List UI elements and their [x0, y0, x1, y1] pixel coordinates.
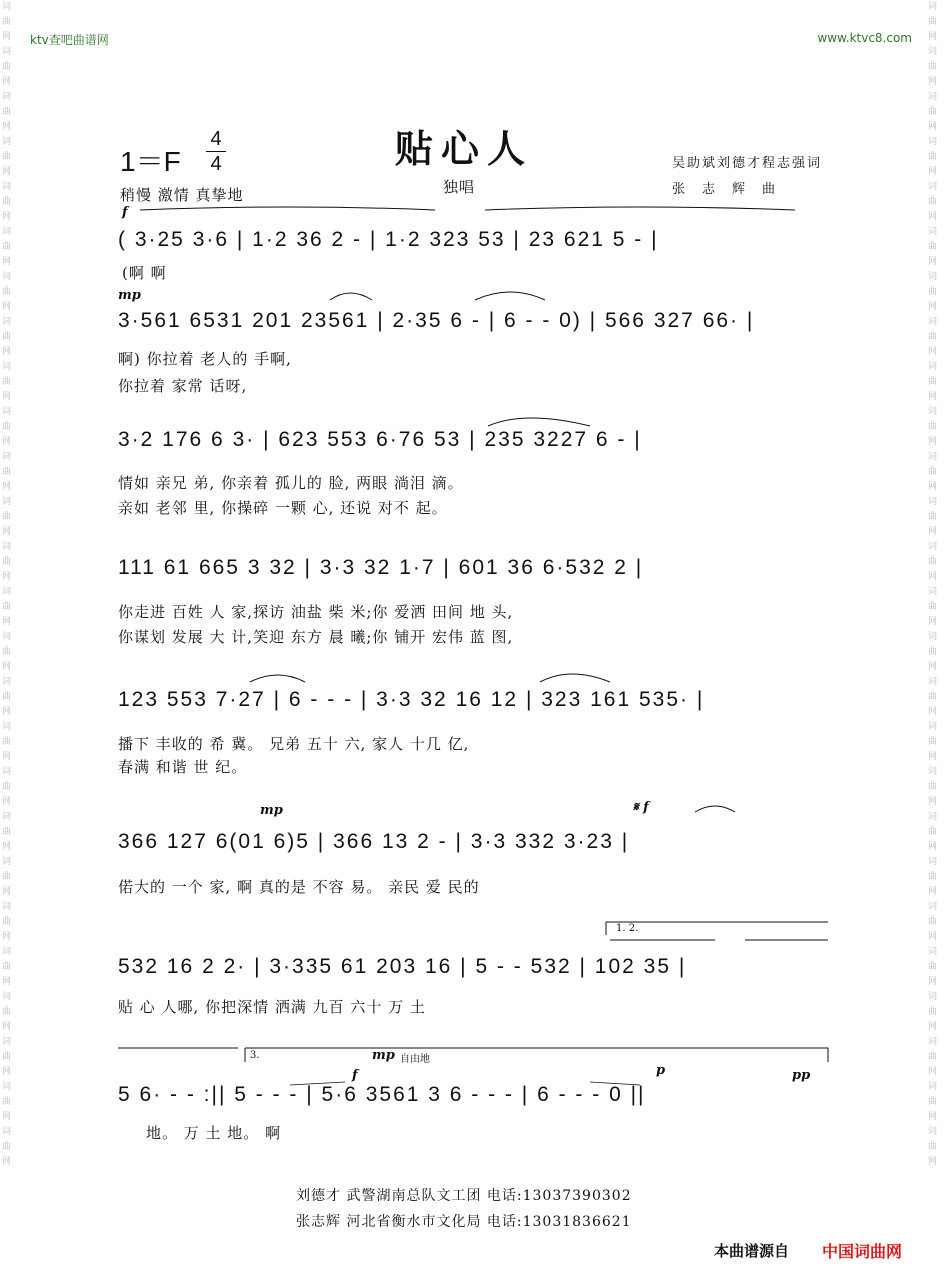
slur-4 [475, 292, 545, 300]
slur-1 [140, 207, 435, 210]
lyrics-line-3b: 亲如 老邻 里, 你操碎 一颗 心, 还说 对不 起。 [118, 499, 448, 517]
meter-bottom: 4 [210, 153, 222, 175]
lyricist-credit: 吴助斌刘德才程志强词 [672, 156, 823, 171]
dynamic-mark-1: f [122, 205, 128, 220]
notation-line-3: 3·2 176 6 3· | 623 553 6·76 53 | 235 3227 6 - | [118, 428, 642, 451]
contact-line-1: 刘德才 武警湖南总队文工团 电话:13037390302 [296, 1188, 632, 1204]
source-label: 本曲谱源自 [714, 1242, 790, 1260]
piano-mark: p [656, 1063, 666, 1078]
lyrics-line-2a: 啊) 你拉着 老人的 手啊, [118, 350, 292, 368]
right-watermark: 词曲网词曲网词曲网词曲网词曲网词曲网词曲网词曲网词曲网词曲网词曲网词曲网词曲网词曲网词曲网词曲网词曲网词曲网词曲网词曲网词曲网词曲网词曲网词曲网词曲网词曲网 [928, 2, 938, 1167]
volta3-line [245, 1048, 828, 1062]
slur-6 [540, 674, 610, 682]
right-site-label: www.ktvc8.com [817, 31, 912, 45]
composer-credit: 张 志 辉 曲 [672, 182, 778, 197]
lyrics-line-7a: 贴 心 人哪, 你把深情 洒满 九百 六十 万 土 [118, 998, 426, 1016]
lyrics-line-1a: (啊 啊 [122, 264, 167, 282]
left-site-label: ktv查吧曲谱网 [30, 33, 109, 47]
lyrics-line-6a: 偌大的 一个 家, 啊 真的是 不容 易。 亲民 爱 民的 [118, 878, 480, 896]
lyrics-line-5b: 春满 和谐 世 纪。 [118, 758, 248, 776]
segno-forte: f [643, 800, 649, 815]
lyrics-line-3a: 情如 亲兄 弟, 你亲着 孤儿的 脸, 两眼 淌泪 滴。 [118, 474, 464, 492]
song-title: 贴心人 [395, 126, 534, 171]
notation-line-1: ( 3·25 3·6 | 1·2 36 2 - | 1·2 323 53 | 23 621 5 - | [118, 228, 659, 251]
lyrics-line-2b: 你拉着 家常 话呀, [118, 377, 248, 395]
left-watermark: 词曲网词曲网词曲网词曲网词曲网词曲网词曲网词曲网词曲网词曲网词曲网词曲网词曲网词曲网词曲网词曲网词曲网词曲网词曲网词曲网词曲网词曲网词曲网词曲网词曲网词曲网 [2, 2, 12, 1167]
source-site: 中国词曲网 [822, 1242, 903, 1261]
slur-7 [250, 675, 305, 682]
lyrics-line-4a: 你走进 百姓 人 家,探访 油盐 柴 米;你 爱洒 田间 地 头, [118, 603, 514, 621]
dynamic-mark-2: mp [118, 288, 141, 303]
notation-line-2: 3·561 6531 201 23561 | 2·35 6 - | 6 - - 0) | 566 327 66· | [118, 309, 755, 332]
segno-mark [633, 800, 649, 815]
key-signature: 1＝F [120, 146, 181, 177]
notation-line-5: 123 553 7·27 | 6 - - - | 3·3 32 16 12 | 323 161 535· | [118, 688, 705, 711]
slur-3 [330, 293, 372, 300]
volta-1-2-label: 1. 2. [616, 923, 639, 934]
segno-glyph: 𝄋 [633, 800, 639, 815]
performance-mark: 独唱 [443, 178, 476, 196]
pianissimo-mark: pp [792, 1068, 811, 1083]
free-tempo-label: 自由地 [400, 1054, 430, 1065]
dynamic-mark-6: mp [260, 803, 283, 818]
lyrics-line-8a: 地。 万 土 地。 啊 [146, 1124, 282, 1142]
slur-5 [488, 418, 590, 426]
notation-line-8: 5 6· - - :|| 5 - - - | 5·6 3561 3 6 - - - | 6 - - - 0 || [118, 1083, 646, 1106]
meter-top: 4 [210, 128, 222, 150]
notation-line-7: 532 16 2 2· | 3·335 61 203 16 | 5 - - 532 | 102 35 | [118, 955, 687, 978]
notation-line-6: 366 127 6(01 6)5 | 366 13 2 - | 3·3 332 3·23 | [118, 830, 630, 853]
slur-2 [485, 207, 795, 210]
volta-3-label: 3. [250, 1050, 260, 1061]
expression-mark: 稍慢 激情 真挚地 [120, 186, 244, 204]
mp-mark: mp [372, 1048, 395, 1063]
lyrics-line-5a: 播下 丰收的 希 冀。 兄弟 五十 六, 家人 十几 亿, [118, 735, 470, 753]
contact-line-2: 张志辉 河北省衡水市文化局 电话:13031836621 [296, 1214, 632, 1230]
forte-mark: f [352, 1068, 358, 1083]
slur-8 [695, 806, 735, 812]
notation-line-4: 111 61 665 3 32 | 3·3 32 1·7 | 601 36 6·532 2 | [118, 556, 644, 579]
lyrics-line-4b: 你谋划 发展 大 计,笑迎 东方 晨 曦;你 铺开 宏伟 蓝 图, [118, 628, 514, 646]
